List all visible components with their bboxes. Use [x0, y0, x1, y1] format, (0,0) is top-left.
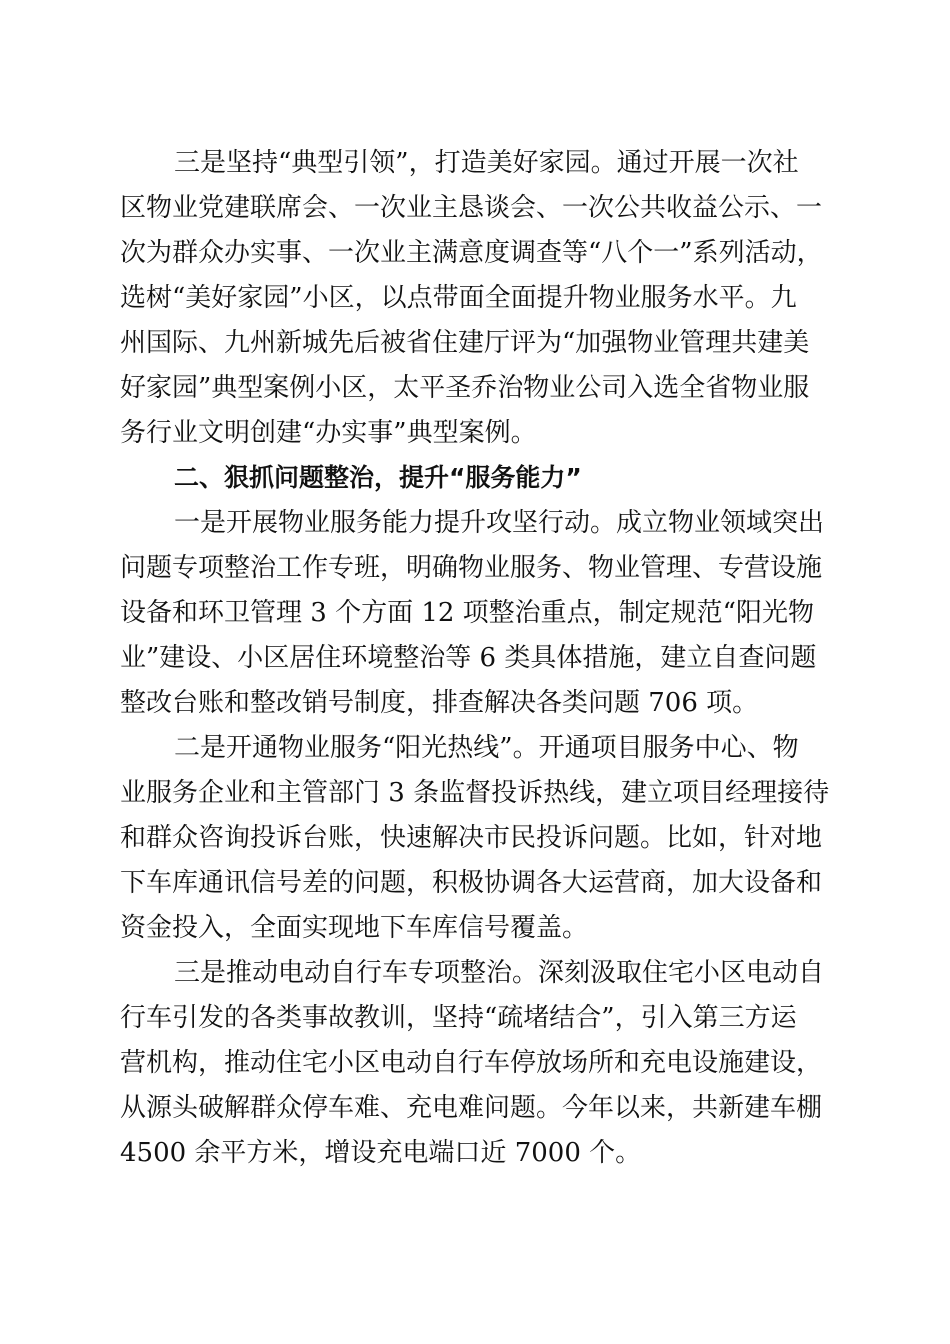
para3-line2: 业服务企业和主管部门 3 条监督投诉热线，建立项目经理接待: [120, 778, 830, 808]
para1-line7: 务行业文明创建“办实事”典型案例。: [120, 418, 537, 448]
para3-line5: 资金投入，全面实现地下车库信号覆盖。: [120, 913, 589, 943]
para4-line5: 4500 余平方米，增设充电端口近 7000 个。: [120, 1138, 642, 1168]
para1-line4: 选树“美好家园”小区，以点带面全面提升物业服务水平。九: [120, 283, 797, 313]
para1-line3: 次为群众办实事、一次业主满意度调查等“八个一”系列活动，: [120, 238, 823, 268]
para1-line2: 区物业党建联席会、一次业主恳谈会、一次公共收益公示、一: [120, 193, 823, 223]
para2-line5: 整改台账和整改销号制度，排查解决各类问题 706 项。: [120, 688, 759, 718]
para2-line3: 设备和环卫管理 3 个方面 12 项整治重点，制定规范“阳光物: [120, 598, 814, 628]
para1-line1: 三是坚持“典型引领”，打造美好家园。通过开展一次社: [174, 148, 799, 178]
para1-line5: 州国际、九州新城先后被省住建厅评为“加强物业管理共建美: [120, 328, 810, 358]
para2-line2: 问题专项整治工作专班，明确物业服务、物业管理、专营设施: [120, 553, 823, 583]
para2-line1: 一是开展物业服务能力提升攻坚行动。成立物业领域突出: [174, 508, 825, 538]
para4-line1: 三是推动电动自行车专项整治。深刻汲取住宅小区电动自: [174, 958, 825, 988]
para3-line4: 下车库通讯信号差的问题，积极协调各大运营商，加大设备和: [120, 868, 823, 898]
para1-line6: 好家园”典型案例小区，太平圣乔治物业公司入选全省物业服: [120, 373, 810, 403]
para3-line1: 二是开通物业服务“阳光热线”。开通项目服务中心、物: [174, 733, 799, 763]
para3-line3: 和群众咨询投诉台账，快速解决市民投诉问题。比如，针对地: [120, 823, 823, 853]
section-heading: 二、狠抓问题整治，提升“服务能力”: [174, 463, 582, 492]
para4-line2: 行车引发的各类事故教训，坚持“疏堵结合”，引入第三方运: [120, 1003, 797, 1033]
para4-line4: 从源头破解群众停车难、充电难问题。今年以来，共新建车棚: [120, 1093, 823, 1123]
para2-line4: 业”建设、小区居住环境整治等 6 类具体措施，建立自查问题: [120, 643, 817, 673]
para4-line3: 营机构，推动住宅小区电动自行车停放场所和充电设施建设，: [120, 1048, 823, 1078]
